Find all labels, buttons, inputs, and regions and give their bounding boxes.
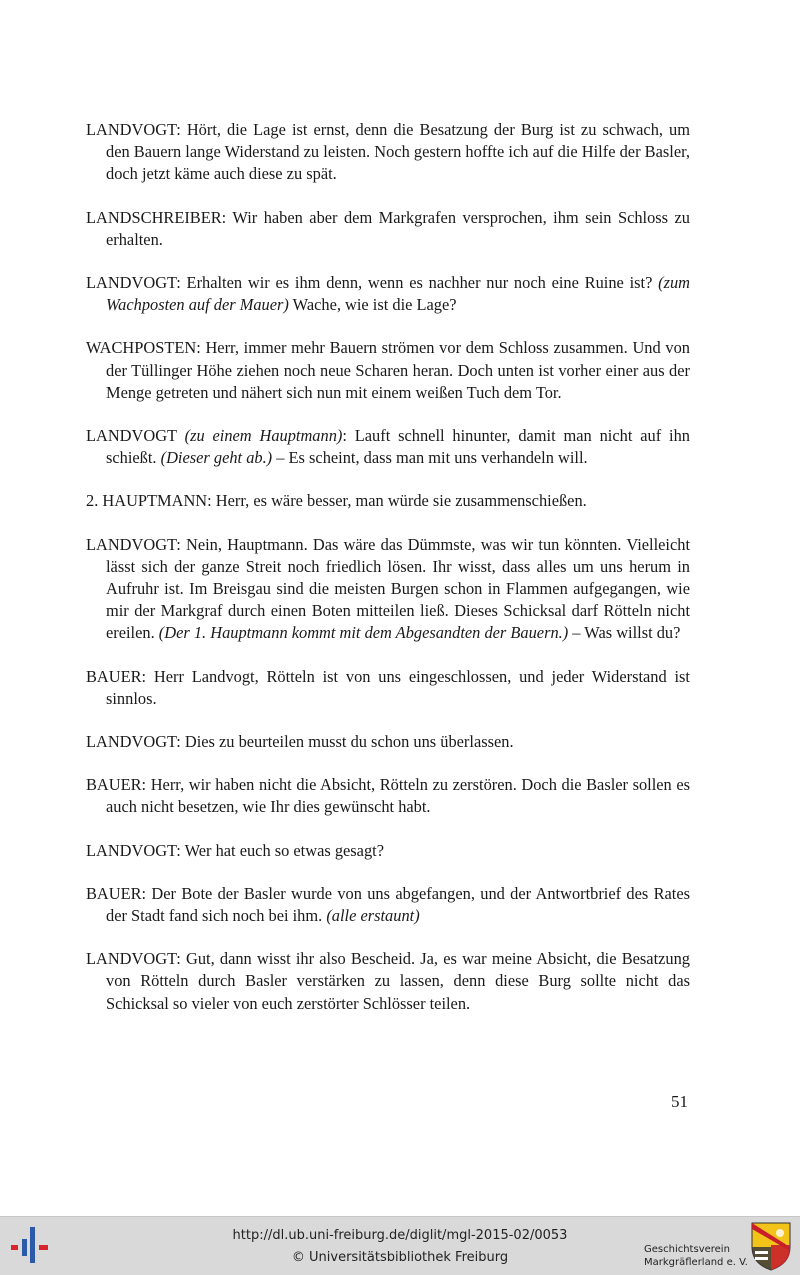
footer-citation	[195, 1225, 605, 1269]
dialogue-text: LANDVOGT: Gut, dann wisst ihr also Bescheid. Ja, es war meine Absicht, die Besatzung von Rötteln durch Basler verstärken zu lassen, denn diese Burg sollte nicht das Schicksal so vieler von euch zerstörter Schlösser teilen.	[86, 949, 690, 1013]
dialogue-paragraph	[86, 534, 690, 645]
dialogue-paragraph	[86, 337, 690, 404]
ub-freiburg-logo-icon	[8, 1225, 52, 1265]
society-name	[644, 1243, 756, 1269]
copyright-notice: © Universitätsbibliothek Freiburg	[291, 1250, 509, 1265]
dialogue-text: 2. HAUPTMANN: Herr, es wäre besser, man würde sie zusammenschießen.	[86, 491, 587, 511]
dialogue-text: LANDSCHREIBER: Wir haben aber dem Markgrafen versprochen, ihm sein Schloss zu erhalten.	[86, 207, 690, 249]
dialogue-paragraph	[86, 272, 690, 316]
dialogue-paragraph	[86, 207, 690, 251]
society-name-line2: Markgräflerland e. V.	[644, 1257, 748, 1268]
dialogue-text: LANDVOGT: Dies zu beurteilen musst du schon uns überlassen.	[86, 732, 514, 752]
permalink-url[interactable]: http://dl.ub.uni-freiburg.de/diglit/mgl-2015-02/0053	[232, 1228, 568, 1243]
stage-direction: (alle erstaunt)	[326, 906, 420, 926]
dialogue-paragraph	[86, 490, 690, 512]
stage-direction: (zum Wachposten auf der Mauer)	[106, 273, 690, 315]
dialogue-paragraph	[86, 731, 690, 753]
dialogue-text: BAUER: Herr Landvogt, Rötteln ist von uns eingeschlossen, und jeder Widerstand ist sinnlos.	[86, 666, 690, 708]
dialogue-paragraph	[86, 840, 690, 862]
dialogue-text: LANDVOGT: Nein, Hauptmann. Das wäre das Dümmste, was wir tun könnten. Vielleicht lässt sich der ganze Streit noch friedlich lösen. Ihr wisst, dass alles um uns herum in Aufruhr ist. Im Breisgau sind die meisten Burgen schon in Flammen aufgegangen, wie mir der Markgraf durch einen Boten mitteilen ließ. Dieses Schicksal darf Rötteln nicht ereilen.	[86, 534, 690, 643]
dialogue-text: – Was willst du?	[568, 623, 681, 643]
page-number: 51	[671, 1092, 688, 1111]
stage-direction: (zu einem Hauptmann)	[184, 426, 343, 446]
dialogue-text: BAUER: Der Bote der Basler wurde von uns abgefangen, und der Antwortbrief des Rates der Stadt fand sich noch bei ihm.	[86, 883, 690, 926]
dialogue-text: WACHPOSTEN: Herr, immer mehr Bauern strömen vor dem Schloss zusammen. Und von der Tüllinger Höhe ziehen noch neue Scharen heran. Doch unten ist vorher einer aus der Menge getreten und nähert sich nun mit einem weißen Tuch dem Tor.	[86, 338, 690, 402]
dialogue-paragraph	[86, 948, 690, 1015]
dialogue-text: Wache, wie ist die Lage?	[288, 295, 457, 315]
dialogue-paragraph	[86, 883, 690, 927]
dialogue-paragraph	[86, 666, 690, 710]
dialogue-text: LANDVOGT: Hört, die Lage ist ernst, denn die Besatzung der Burg ist zu schwach, um den Bauern lange Widerstand zu leisten. Noch gestern hoffte ich auf die Hilfe der Basler, doch jetzt käme auch diese zu spät.	[86, 120, 690, 184]
society-name-line1: Geschichtsverein	[644, 1244, 730, 1255]
dialogue-text: : Lauft schnell hinunter, damit man nicht auf ihn schießt.	[106, 426, 690, 468]
dialogue-text: LANDVOGT	[86, 426, 185, 446]
dialogue-paragraph	[86, 774, 690, 818]
dialogue-text: LANDVOGT: Wer hat euch so etwas gesagt?	[86, 840, 384, 860]
dialogue-paragraph	[86, 425, 690, 469]
dialogue-text: – Es scheint, dass man mit uns verhandeln will.	[272, 448, 588, 468]
page-body	[86, 119, 690, 1036]
viewer-footer	[0, 1216, 800, 1275]
dialogue-text: LANDVOGT: Erhalten wir es ihm denn, wenn es nachher nur noch eine Ruine ist?	[86, 273, 659, 293]
dialogue-text: BAUER: Herr, wir haben nicht die Absicht, Rötteln zu zerstören. Doch die Basler sollen es auch nicht besetzen, wie Ihr dies gewünscht habt.	[86, 775, 690, 817]
coat-of-arms-icon	[750, 1221, 792, 1271]
stage-direction: (Dieser geht ab.)	[160, 448, 273, 468]
dialogue-paragraph	[86, 119, 690, 186]
stage-direction: (Der 1. Hauptmann kommt mit dem Abgesandten der Bauern.)	[158, 623, 569, 643]
